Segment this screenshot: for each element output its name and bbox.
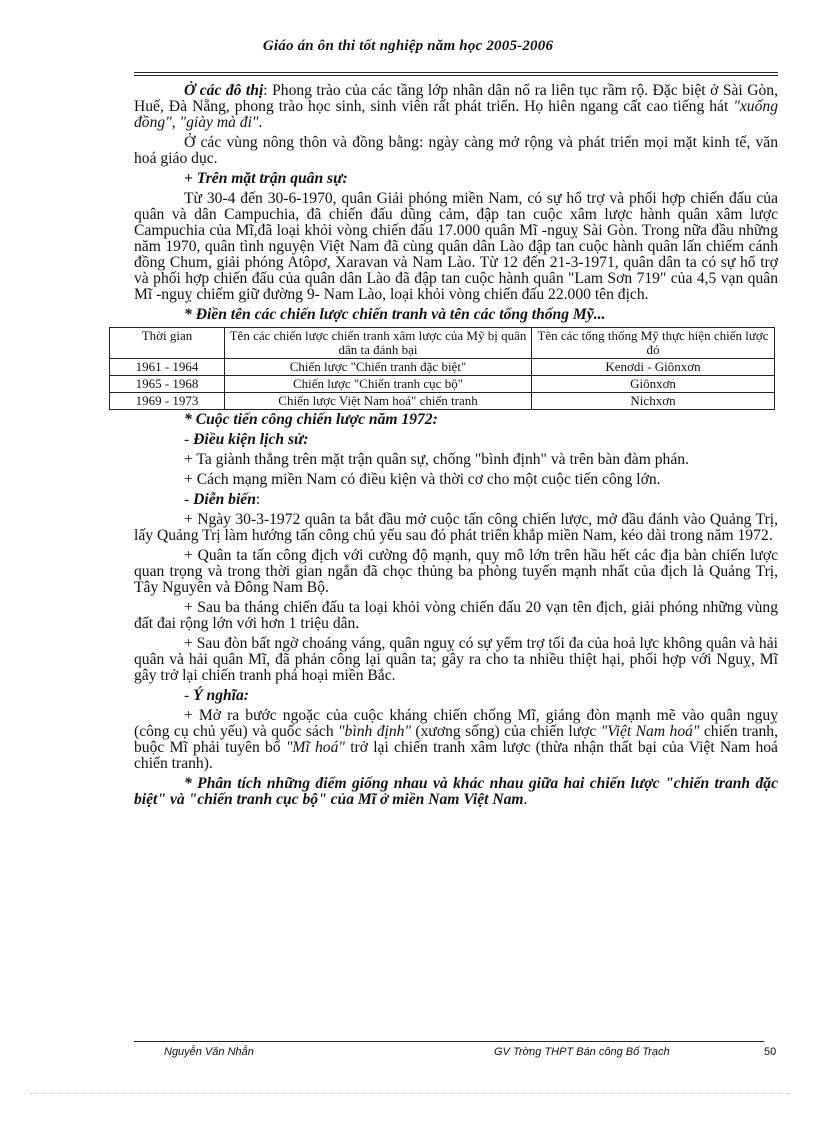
paragraph-event-2: + Quân ta tấn công địch với cường độ mạnh, quy mô lớn trên hầu hết các địa bàn chiến lược quan trọng và trong thời gian ngắn đã chọc thủng ba phòng tuyến mạnh nhất của địch là Quảng Trị, Tây Nguyên và Đông Nam Bộ.	[134, 547, 778, 596]
table-cell: Nichxơn	[532, 393, 775, 410]
footer-school: GV Trờng THPT Bán công Bố Trạch	[494, 1046, 670, 1058]
table-row	[110, 359, 775, 376]
urban-text: : Phong trào của các tầng lớp nhân dân nổ ra liên tục rầm rộ. Đặc biệt ở Sài Gòn, Huế, Đà Nẵng, phong trào học sinh, sinh viên rất phát triển. Họ hiên ngang cất cao tiếng hát	[134, 82, 778, 115]
table-row	[110, 393, 775, 410]
page-header-title: Giáo án ôn thi tốt nghiệp năm học 2005-2006	[262, 38, 554, 54]
footer-author: Nguyễn Văn Nhẫn	[164, 1046, 254, 1058]
meaning-text-d: trở lại chiến tranh xâm lược (thừa nhận thất bại của Việt Nam hoá chiến tranh).	[134, 739, 778, 772]
table-header-cell: Tên các tổng thống Mỹ thực hiện chiến lược đó	[532, 328, 775, 359]
paragraph-event-4: + Sau đòn bất ngờ choáng váng, quân nguỵ có sự yểm trợ tối đa của hoả lực không quân và hải quân và hải quân Mĩ, đã phản công lại quân ta; gây ra cho ta nhiều thiệt hại, phối hợp với Nguỵ, Mĩ gây trở lại chiến tranh phá hoại miền Bắc.	[134, 635, 778, 684]
page-bottom-border	[30, 1093, 790, 1094]
paragraph-meaning	[134, 708, 778, 772]
heading-1972: * Cuộc tiến công chiến lược năm 1972:	[184, 411, 438, 428]
paragraph-rural: Ở các vùng nông thôn và đồng bằng: ngày càng mở rộng và phát triển mọi mặt kinh tế, văn hoá giáo dục.	[134, 134, 778, 167]
events-colon: :	[255, 491, 261, 508]
paragraph-condition-2: + Cách mạng miền Nam có điều kiện và thời cơ cho một cuộc tiến công lớn.	[184, 471, 661, 488]
header-rule-bottom	[134, 75, 778, 76]
heading-events	[134, 492, 778, 508]
analysis-label: * Phân tích những điểm giống nhau và khác nhau giữa hai chiến lược "chiến tranh đặc biệt" và "chiến tranh cục bộ" của Mĩ ở miền Nam Việt Nam	[134, 775, 778, 808]
heading-table: * Điền tên các chiến lược chiến tranh và tên các tổng thống Mỹ...	[184, 306, 606, 323]
table-cell: Chiến lược "Chiến tranh cục bộ"	[225, 376, 532, 393]
meaning-text-b: (xương sống) của chiến lược	[411, 723, 601, 740]
heading-military: + Trên mặt trận quân sự:	[184, 170, 348, 187]
paragraph-event-1: + Ngày 30-3-1972 quân ta bắt đầu mở cuộc tấn công chiến lược, mở đầu đánh vào Quảng Trị, lấy Quảng Trị làm hướng tấn công chủ yếu sau đó phát triển khắp miền Nam, kéo dài trong năm 1972.	[134, 511, 778, 544]
table-header-row	[110, 328, 775, 359]
footer-rule	[134, 1041, 764, 1042]
analysis-end: .	[523, 791, 528, 808]
paragraph-urban: Ở các đô thị: Phong trào của các tầng lớp nhân dân nổ ra liên tục rầm rộ. Đặc biệt ở Sài Gòn, Huế, Đà Nẵng, phong trào học sinh, sinh viên rất phát triển. Họ hiên ngang cất cao tiếng hát "xuống đồng", "giày mà đi".	[134, 82, 778, 131]
table-cell: Chiến lược "Chiến tranh đặc biệt"	[225, 359, 532, 376]
table-cell: 1961 - 1964	[110, 359, 225, 376]
table-header-cell: Tên các chiến lược chiến tranh xâm lược của Mỹ bị quân dân ta đánh bại	[225, 328, 532, 359]
conditions-dash: -	[184, 431, 194, 448]
events-dash: -	[184, 491, 194, 508]
heading-conditions	[134, 432, 778, 448]
song-2: "giày mà đi"	[179, 114, 259, 131]
document-body	[134, 83, 778, 812]
table-cell: 1969 - 1973	[110, 393, 225, 410]
table-header-cell: Thời gian	[110, 328, 225, 359]
table-cell: 1965 - 1968	[110, 376, 225, 393]
paragraph-military: Từ 30-4 đến 30-6-1970, quân Giải phóng miền Nam, có sự hổ trợ và phối hợp chiến đấu của quân và dân Campuchia, đã chiến đấu dũng cảm, đập tan cuộc xâm lược hành quân xâm lược Campuchia của Mĩ,đã loại khỏi vòng chiến đấu 17.000 quân Mĩ -nguỵ Sài Gòn. Trong nữa đầu những năm 1970, quân tình nguyện Việt Nam đã cùng quân dân Lào đập tan cuộc hành quân lấn chiếm cánh đồng Chum, giải phóng Atôpơ, Xaravan và Nam Lào. Từ 12 đến 21-3-1971, quân dân ta có sự hổ trợ và phối hợp chiến đấu của quân dân Lào đã đập tan cuộc hành quân "Lam Sơn 719" của 4,5 vạn quân Mĩ -nguỵ chiếm giữ đường 9- Nam Lào, loại khỏi vòng chiến đấu 22.000 tên địch.	[134, 190, 778, 303]
meaning-italic-1: "bình định"	[338, 723, 411, 740]
conditions-label: Điều kiện lịch sử:	[193, 431, 309, 448]
footer-page-number: 50	[764, 1046, 777, 1058]
table-cell: Giônxơn	[532, 376, 775, 393]
meaning-italic-2: "Việt Nam hoá"	[600, 723, 700, 740]
strategy-table	[109, 327, 775, 410]
meaning-dash: -	[184, 687, 194, 704]
events-label: Diễn biến	[193, 491, 256, 508]
heading-meaning	[134, 688, 778, 704]
song-1: "xuống đồng"	[134, 98, 778, 131]
header-rule-top	[134, 72, 778, 73]
meaning-text-a: + Mở ra bước ngoặc của cuộc kháng chiến chống Mĩ, giáng đòn mạnh mẽ vào quân nguỵ (công cụ chủ yếu) và quốc sách	[134, 707, 778, 740]
heading-analysis	[134, 776, 778, 808]
paragraph-condition-1: + Ta giành thắng trên mặt trận quân sự, chống "bình định" và trên bàn đàm phán.	[184, 451, 689, 468]
urban-lead: Ở các đô thị	[184, 82, 264, 99]
meaning-label: Ý nghĩa:	[193, 687, 249, 704]
meaning-text-c: chiến tranh, buộc Mĩ phải tuyên bố	[134, 723, 778, 756]
table-cell: Kenơdi - Giônxơn	[532, 359, 775, 376]
table-cell: Chiến lược Việt Nam hoá" chiến tranh	[225, 393, 532, 410]
meaning-italic-3: "Mĩ hoá"	[285, 739, 345, 756]
paragraph-event-3: + Sau ba tháng chiến đấu ta loại khỏi vòng chiến đấu 20 vạn tên địch, giải phóng những vùng đất đai rộng lớn với hơn 1 triệu dân.	[134, 599, 778, 632]
table-row	[110, 376, 775, 393]
